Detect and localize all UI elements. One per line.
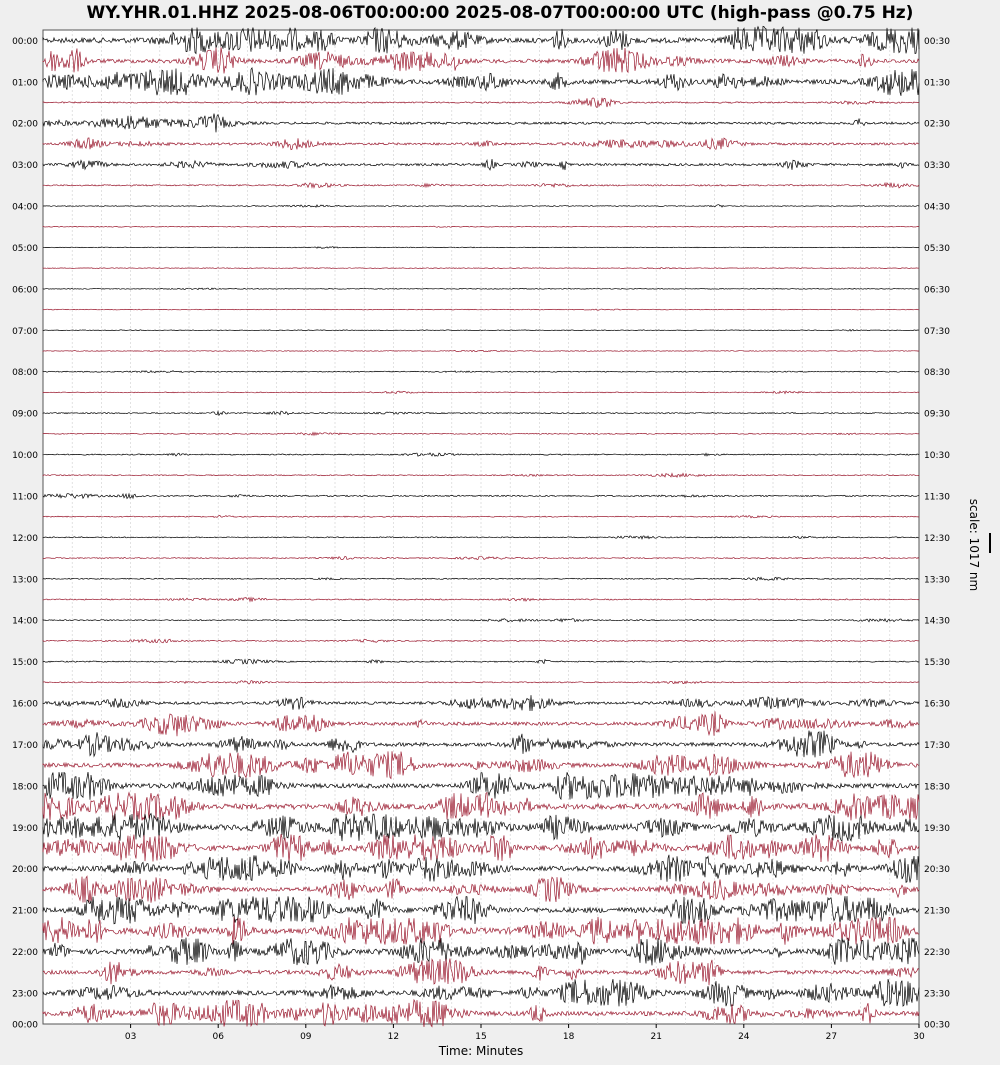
right-hour-label: 07:30	[924, 326, 950, 337]
right-hour-label: 18:30	[924, 782, 950, 793]
right-hour-label: 13:30	[924, 575, 950, 586]
right-hour-label: 01:30	[924, 78, 950, 89]
x-tick-label: 06	[212, 1032, 224, 1042]
right-hour-label: 17:30	[924, 740, 950, 751]
right-hour-label: 05:30	[924, 243, 950, 254]
left-hour-label: 18:00	[12, 782, 38, 793]
x-tick-label: 12	[387, 1032, 400, 1042]
right-hour-label: 23:30	[924, 989, 950, 1000]
left-hour-label: 07:00	[12, 326, 38, 337]
right-hour-label: 21:30	[924, 906, 950, 917]
right-hour-label: 00:30	[924, 1020, 950, 1031]
right-hour-label: 03:30	[924, 161, 950, 172]
left-hour-label: 23:00	[12, 989, 38, 1000]
right-hour-label: 10:30	[924, 451, 950, 462]
right-hour-label: 11:30	[924, 492, 950, 503]
left-hour-label: 21:00	[12, 906, 38, 917]
right-hour-label: 22:30	[924, 948, 950, 959]
x-tick-label: 27	[825, 1032, 838, 1042]
left-hour-label: 15:00	[12, 658, 38, 669]
right-hour-label: 02:30	[924, 119, 950, 130]
right-hour-label: 12:30	[924, 533, 950, 544]
right-hour-label: 20:30	[924, 865, 950, 876]
left-hour-label: 17:00	[12, 740, 38, 751]
right-hour-label: 08:30	[924, 368, 950, 379]
x-tick-label: 21	[650, 1032, 662, 1042]
left-hour-label: 06:00	[12, 285, 38, 296]
right-hour-label: 19:30	[924, 823, 950, 834]
x-tick-label: 09	[300, 1032, 312, 1042]
right-hour-label: 15:30	[924, 658, 950, 669]
left-hour-label: 02:00	[12, 119, 38, 130]
left-hour-label: 11:00	[12, 492, 38, 503]
left-hour-label: 03:00	[12, 161, 38, 172]
left-hour-label: 00:00	[12, 36, 38, 47]
left-hour-label: 16:00	[12, 699, 38, 710]
left-hour-label: 09:00	[12, 409, 38, 420]
left-hour-label: 08:00	[12, 368, 38, 379]
left-hour-label: 13:00	[12, 575, 38, 586]
left-hour-label: 20:00	[12, 865, 38, 876]
x-tick-label: 03	[124, 1032, 137, 1042]
left-hour-label: 00:00	[12, 1020, 38, 1031]
x-axis-label: Time: Minutes	[438, 1044, 524, 1058]
left-hour-label: 19:00	[12, 823, 38, 834]
left-hour-label: 22:00	[12, 948, 38, 959]
right-hour-label: 09:30	[924, 409, 950, 420]
left-hour-label: 14:00	[12, 616, 38, 627]
chart-title: WY.YHR.01.HHZ 2025-08-06T00:00:00 2025-08-07T00:00:00 UTC (high-pass @0.75 Hz)	[86, 3, 914, 23]
right-hour-label: 16:30	[924, 699, 950, 710]
x-tick-label: 15	[475, 1032, 487, 1042]
right-hour-label: 06:30	[924, 285, 950, 296]
scale-label: scale: 1017 nm	[967, 498, 981, 592]
left-hour-label: 05:00	[12, 243, 38, 254]
left-hour-label: 01:00	[12, 78, 38, 89]
left-hour-label: 12:00	[12, 533, 38, 544]
right-hour-label: 00:30	[924, 36, 950, 47]
left-hour-label: 10:00	[12, 451, 38, 462]
right-hour-label: 14:30	[924, 616, 950, 627]
right-hour-label: 04:30	[924, 202, 950, 213]
x-tick-label: 30	[913, 1032, 925, 1042]
x-tick-label: 24	[738, 1032, 750, 1042]
left-hour-label: 04:00	[12, 202, 38, 213]
x-tick-label: 18	[562, 1032, 575, 1042]
